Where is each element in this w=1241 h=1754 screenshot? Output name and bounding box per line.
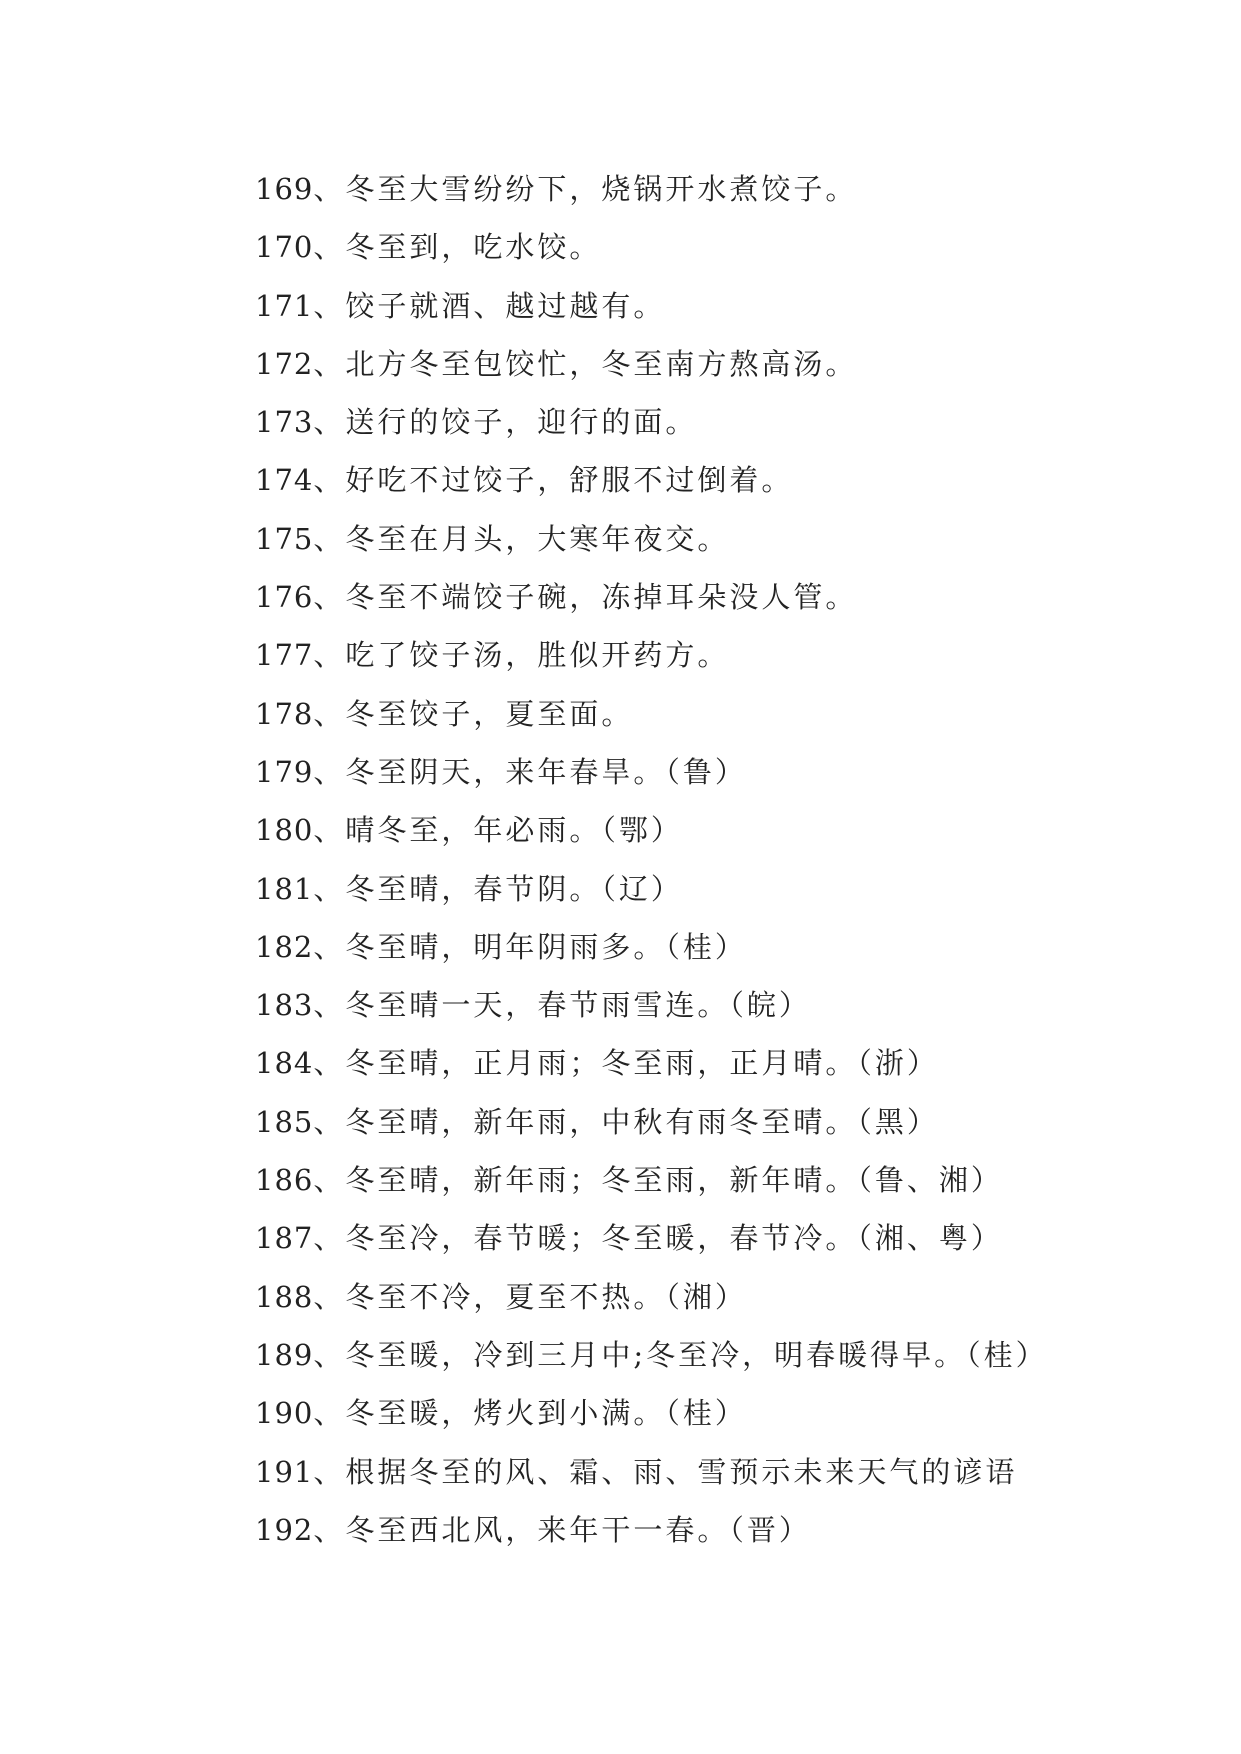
list-item <box>255 743 1155 801</box>
item-number: 191 <box>255 1454 314 1489</box>
item-number: 178 <box>255 696 314 731</box>
item-number: 176 <box>255 580 314 615</box>
item-text: 、冬至暖，烤火到小满。（桂） <box>313 1396 747 1431</box>
item-text: 、冬至饺子，夏至面。 <box>313 696 634 731</box>
list-item <box>255 1151 1155 1209</box>
list-item <box>255 685 1155 743</box>
list-item <box>255 1443 1155 1501</box>
list-item <box>255 1326 1155 1384</box>
item-text: 、冬至不端饺子碗，冻掉耳朵没人管。 <box>313 580 858 615</box>
list-item <box>255 1034 1155 1092</box>
item-number: 188 <box>255 1279 314 1314</box>
item-number: 171 <box>255 288 314 323</box>
item-number: 181 <box>255 871 314 906</box>
item-number: 180 <box>255 813 314 848</box>
list-item <box>255 1209 1155 1267</box>
item-text: 、冬至晴一天，春节雨雪连。（皖） <box>313 988 811 1023</box>
item-text: 、晴冬至，年必雨。（鄂） <box>313 813 683 848</box>
list-item <box>255 277 1155 335</box>
list-item <box>255 218 1155 276</box>
item-text: 、冬至晴，明年阴雨多。（桂） <box>313 929 747 964</box>
proverb-list <box>255 160 1155 1559</box>
item-text: 、冬至暖，冷到三月中;冬至冷，明春暖得早。（桂） <box>313 1337 1048 1372</box>
list-item <box>255 568 1155 626</box>
item-text: 、冬至晴，春节阴。（辽） <box>313 871 683 906</box>
list-item <box>255 1501 1155 1559</box>
item-text: 、冬至晴，正月雨；冬至雨，正月晴。（浙） <box>313 1046 939 1081</box>
list-item <box>255 1093 1155 1151</box>
item-number: 175 <box>255 521 314 556</box>
item-number: 179 <box>255 754 314 789</box>
list-item <box>255 510 1155 568</box>
item-text: 、冬至晴，新年雨，中秋有雨冬至晴。（黑） <box>313 1104 939 1139</box>
item-text: 、冬至大雪纷纷下，烧锅开水煮饺子。 <box>313 172 858 206</box>
item-number: 189 <box>255 1337 314 1372</box>
list-item <box>255 860 1155 918</box>
list-item <box>255 1384 1155 1442</box>
item-number: 183 <box>255 988 314 1023</box>
item-number: 187 <box>255 1221 314 1256</box>
item-text: 、冬至冷，春节暖；冬至暖，春节冷。（湘、粤） <box>313 1221 1003 1256</box>
list-item <box>255 918 1155 976</box>
item-number: 186 <box>255 1163 314 1198</box>
list-item <box>255 451 1155 509</box>
item-number: 190 <box>255 1396 314 1431</box>
item-text: 、北方冬至包饺忙，冬至南方熬高汤。 <box>313 346 858 381</box>
item-number: 172 <box>255 346 314 381</box>
item-text: 、冬至在月头，大寒年夜交。 <box>313 521 730 556</box>
item-number: 169 <box>255 172 314 206</box>
item-number: 174 <box>255 463 314 498</box>
list-item <box>255 801 1155 859</box>
list-item <box>255 626 1155 684</box>
item-text: 、冬至阴天，来年春旱。（鲁） <box>313 754 747 789</box>
item-text: 、饺子就酒、越过越有。 <box>313 288 666 323</box>
item-text: 、冬至西北风，来年干一春。（晋） <box>313 1512 811 1547</box>
item-text: 、好吃不过饺子，舒服不过倒着。 <box>313 463 794 498</box>
list-item <box>255 976 1155 1034</box>
item-text: 、根据冬至的风、霜、雨、雪预示未来天气的谚语 <box>313 1454 1018 1489</box>
item-number: 182 <box>255 929 314 964</box>
list-item <box>255 393 1155 451</box>
list-item <box>255 1268 1155 1326</box>
item-number: 185 <box>255 1104 314 1139</box>
list-item <box>255 335 1155 393</box>
item-text: 、冬至到，吃水饺。 <box>313 230 602 265</box>
list-item <box>255 160 1155 218</box>
item-number: 192 <box>255 1512 314 1547</box>
item-number: 184 <box>255 1046 314 1081</box>
item-text: 、冬至不冷，夏至不热。（湘） <box>313 1279 747 1314</box>
item-number: 173 <box>255 405 314 440</box>
item-text: 、吃了饺子汤，胜似开药方。 <box>313 638 730 673</box>
item-text: 、冬至晴，新年雨；冬至雨，新年晴。（鲁、湘） <box>313 1163 1003 1198</box>
item-number: 177 <box>255 638 314 673</box>
item-number: 170 <box>255 230 314 265</box>
item-text: 、送行的饺子，迎行的面。 <box>313 405 698 440</box>
